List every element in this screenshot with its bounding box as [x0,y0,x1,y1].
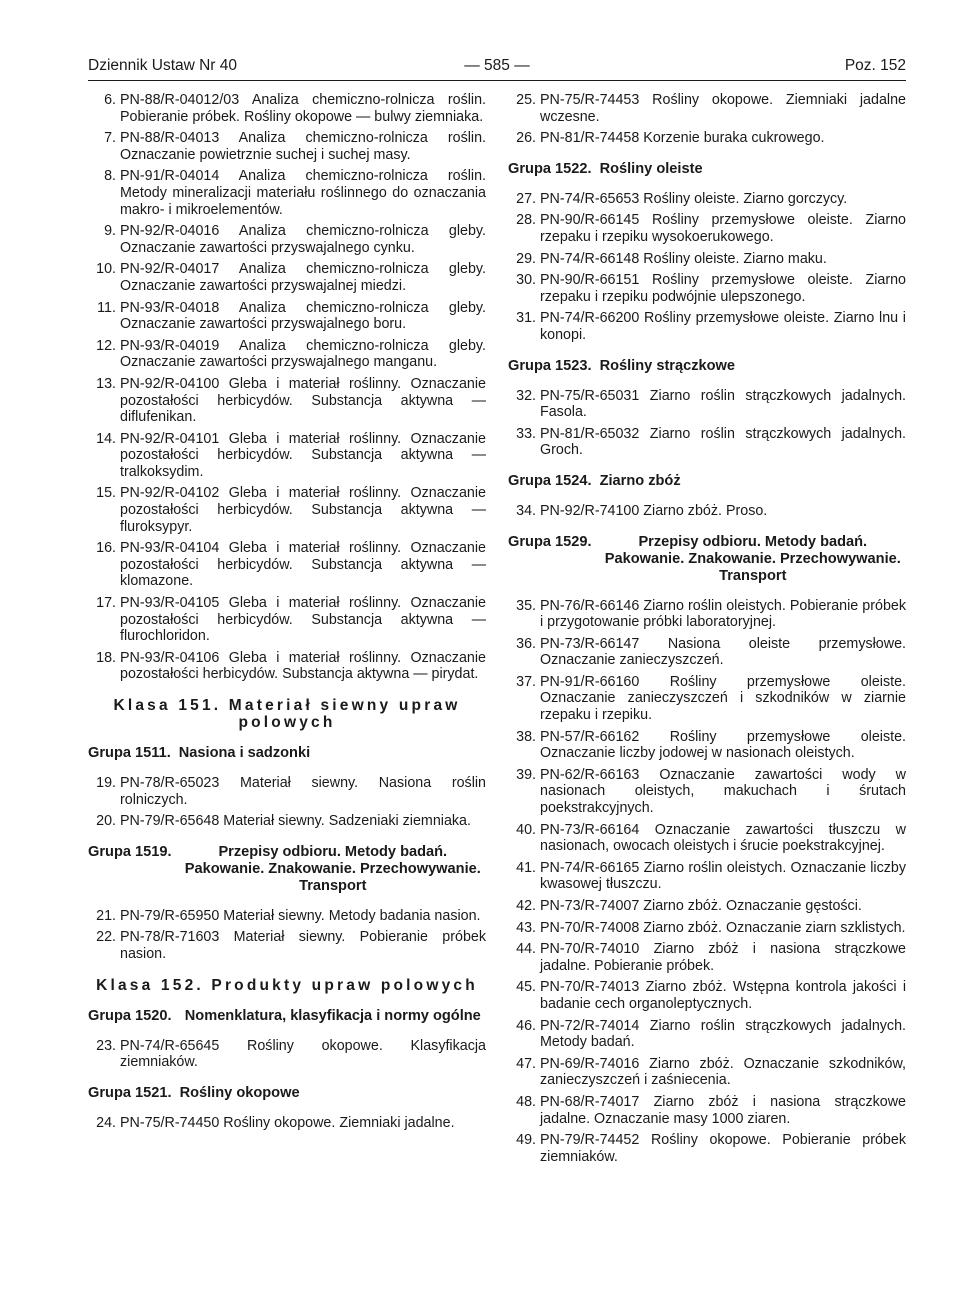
entry-text: PN-74/R-65645 Rośliny okopowe. Klasyfikacja ziemniaków. [120,1037,486,1071]
entry-number: 23. [96,1037,116,1054]
standard-entry [508,388,906,421]
entry-number: 41. [516,859,536,876]
entry-number: 46. [516,1017,536,1034]
entry-number: 22. [96,929,116,946]
class-heading: Klasa 151. Materiał siewny upraw polowych [113,697,461,731]
entry-number: 6. [104,92,116,108]
standard-entry [508,92,906,125]
standard-entry [88,540,486,590]
left-column [88,92,486,1136]
entry-text: PN-72/R-74014 Ziarno roślin strączkowych jadalnych. Metody badań. [540,1017,906,1051]
entry-text: PN-76/R-66146 Ziarno roślin oleistych. Pobieranie próbek i przygotowanie próbki laboratoryjnej. [540,597,906,631]
entry-text: PN-78/R-65023 Materiał siewny. Nasiona roślin rolniczych. [120,775,486,808]
entry-number: 21. [96,907,116,924]
entry-text: PN-81/R-65032 Ziarno roślin strączkowych jadalnych. Groch. [540,425,906,459]
standard-entry [508,191,906,208]
entry-number: 11. [97,299,116,316]
entry-text: PN-92/R-04102 Gleba i materiał roślinny. Oznaczanie pozostałości herbicydów. Substancja aktywna — fluroksypyr. [120,485,486,535]
entry-text: PN-81/R-74458 Korzenie buraka cukrowego. [540,130,825,147]
group-title: Nasiona i sadzonki [178,745,311,761]
standard-entry [88,431,486,481]
entry-number: 15. [96,485,116,502]
group-heading [88,1085,486,1102]
entry-number: 20. [96,813,116,830]
group-label: Grupa 1519. [88,843,172,860]
entry-number: 48. [516,1093,536,1110]
entry-number: 25. [516,92,536,108]
page-header [88,56,906,78]
entry-number: 19. [96,775,116,791]
entry-number: 33. [516,425,536,442]
entry-number: 30. [516,272,536,289]
entry-text: PN-78/R-71603 Materiał siewny. Pobieranie próbek nasion. [120,929,486,962]
group-label: Grupa 1511. [88,745,171,761]
group-title: Ziarno zbóż [599,472,681,489]
entry-number: 47. [516,1055,536,1072]
entry-number: 34. [516,502,536,519]
entry-text: PN-93/R-04019 Analiza chemiczno-rolnicza gleby. Oznaczanie zawartości przyswajalnego manganu. [120,337,486,371]
standard-entry [508,1056,906,1089]
entry-text: PN-90/R-66145 Rośliny przemysłowe oleiste. Ziarno rzepaku i rzepiku wysokoerukowego. [540,212,906,245]
entry-number: 44. [516,941,536,958]
entry-number: 40. [516,821,536,838]
group-title: Przepisy odbioru. Metody badań. Pakowanie. Znakowanie. Przechowywanie. Transport [184,843,481,894]
entry-text: PN-92/R-04101 Gleba i materiał roślinny. Oznaczanie pozostałości herbicydów. Substancja aktywna — tralkoksydim. [120,430,486,480]
entry-text: PN-70/R-74008 Ziarno zbóż. Oznaczanie ziarn szklistych. [540,919,906,936]
entry-text: PN-92/R-74100 Ziarno zbóż. Proso. [540,502,768,519]
group-heading [88,745,486,762]
standard-entry [508,251,906,268]
entry-number: 10. [96,261,116,278]
standard-entry [508,767,906,817]
standard-entry [508,941,906,974]
entry-number: 35. [516,597,536,614]
group-label: Grupa 1520. [88,1007,172,1024]
standard-entry [88,650,486,683]
standard-entry [508,426,906,459]
entry-number: 42. [516,898,536,914]
right-column [508,92,906,1170]
standard-entry [88,775,486,808]
entry-number: 37. [516,673,536,690]
entry-text: PN-93/R-04105 Gleba i materiał roślinny. Oznaczanie pozostałości herbicydów. Substancja aktywna — flurochloridon. [120,595,486,645]
group-label: Grupa 1522. [508,160,592,177]
standard-entry [508,130,906,147]
entry-text: PN-57/R-66162 Rośliny przemysłowe oleiste. Oznaczanie liczby jodowej w nasionach oleistych. [540,728,906,762]
standard-entry [508,1132,906,1165]
standard-entry [508,636,906,669]
entry-text: PN-90/R-66151 Rośliny przemysłowe oleiste. Ziarno rzepaku i rzepiku podwójnie ulepszonego. [540,272,906,305]
entry-text: PN-74/R-66200 Rośliny przemysłowe oleiste. Ziarno lnu i konopi. [540,310,906,343]
group-title: Rośliny oleiste [599,160,703,177]
entry-text: PN-74/R-66165 Ziarno roślin oleistych. Oznaczanie liczby kwasowej tłuszczu. [540,859,906,893]
journal-title: Dziennik Ustaw Nr 40 [88,57,238,74]
standard-entry [88,485,486,535]
standard-entry [508,272,906,305]
header-rule [88,80,906,81]
standard-entry [88,338,486,371]
group-title: Przepisy odbioru. Metody badań. Pakowanie. Znakowanie. Przechowywanie. Transport [604,533,901,584]
standard-entry [508,729,906,762]
entry-text: PN-79/R-74452 Rośliny okopowe. Pobieranie próbek ziemniaków. [540,1132,906,1165]
entry-text: PN-91/R-04014 Analiza chemiczno-rolnicza roślin. Metody mineralizacji materiału roślinnego do oznaczania makro- i mikroelementów. [120,168,486,218]
standard-entry [88,813,486,830]
entry-text: PN-62/R-66163 Oznaczanie zawartości wody w nasionach oleistych, makuchach i śrutach poekstrakcyjnych. [540,766,906,817]
standard-entry [88,261,486,294]
entry-number: 8. [104,168,116,185]
standard-entry [88,1038,486,1071]
entry-number: 31. [516,310,536,327]
entry-text: PN-75/R-74450 Rośliny okopowe. Ziemniaki jadalne. [120,1114,455,1131]
entry-text: PN-92/R-04100 Gleba i materiał roślinny. Oznaczanie pozostałości herbicydów. Substancja aktywna — diflufenikan. [120,375,486,426]
entry-number: 26. [516,130,536,147]
entry-number: 16. [96,540,116,557]
standard-entry [508,212,906,245]
group-title: Nomenklatura, klasyfikacja i normy ogólne [184,1007,481,1024]
group-label: Grupa 1523. [508,357,592,374]
standard-entry [508,1018,906,1051]
entry-number: 29. [516,250,536,267]
entry-text: PN-88/R-04013 Analiza chemiczno-rolnicza roślin. Oznaczanie powietrznie suchej i suchej masy. [120,130,486,163]
entry-number: 28. [516,212,536,229]
standard-entry [88,92,486,125]
group-title: Rośliny strączkowe [599,357,736,374]
entry-number: 49. [516,1132,536,1149]
entry-text: PN-79/R-65950 Materiał siewny. Metody badania nasion. [120,907,481,924]
entry-number: 13. [96,375,116,392]
entry-text: PN-92/R-04016 Analiza chemiczno-rolnicza gleby. Oznaczanie zawartości przyswajalnego cynku. [120,223,486,256]
entry-text: PN-68/R-74017 Ziarno zbóż i nasiona strączkowe jadalne. Oznaczanie masy 1000 ziaren. [540,1093,906,1127]
standard-entry [508,920,906,937]
entry-number: 7. [104,130,116,147]
entry-text: PN-70/R-74013 Ziarno zbóż. Wstępna kontrola jakości i badanie cech organoleptycznych. [540,979,906,1012]
standard-entry [508,860,906,893]
standard-entry [508,674,906,724]
standard-entry [88,595,486,645]
standard-entry [508,1094,906,1127]
entry-text: PN-69/R-74016 Ziarno zbóż. Oznaczanie szkodników, zanieczyszczeń i zaśniecenia. [540,1055,906,1089]
entry-text: PN-73/R-66147 Nasiona oleiste przemysłowe. Oznaczanie zanieczyszczeń. [540,635,906,669]
standard-entry [88,130,486,163]
entry-number: 38. [516,728,536,745]
entry-text: PN-91/R-66160 Rośliny przemysłowe oleiste. Oznaczanie zanieczyszczeń i szkodników w ziarnie rzepaku i rzepiku. [540,673,906,724]
group-heading [508,358,906,375]
entry-text: PN-74/R-65653 Rośliny oleiste. Ziarno gorczycy. [540,190,848,207]
standard-entry [88,223,486,256]
standard-entry [508,979,906,1012]
entry-number: 39. [516,766,536,783]
entry-text: PN-93/R-04104 Gleba i materiał roślinny. Oznaczanie pozostałości herbicydów. Substancja aktywna — klomazone. [120,540,486,590]
standard-entry [508,898,906,915]
entry-text: PN-75/R-65031 Ziarno roślin strączkowych jadalnych. Fasola. [540,387,906,421]
entry-text: PN-75/R-74453 Rośliny okopowe. Ziemniaki jadalne wczesne. [540,92,906,125]
entry-number: 32. [516,387,536,404]
entry-number: 12. [96,337,116,354]
entry-number: 9. [104,223,116,240]
page-number: — 585 — [464,57,530,74]
group-title: Rośliny okopowe [179,1084,300,1101]
entry-number: 27. [516,190,536,207]
standard-entry [508,310,906,343]
standard-entry [88,376,486,426]
entry-number: 24. [96,1114,116,1131]
standard-entry [508,822,906,855]
entry-text: PN-70/R-74010 Ziarno zbóż i nasiona strączkowe jadalne. Pobieranie próbek. [540,941,906,974]
group-heading [508,161,906,178]
group-heading [508,534,906,585]
standard-entry [508,598,906,631]
standard-entry [508,503,906,520]
entry-text: PN-88/R-04012/03 Analiza chemiczno-rolnicza roślin. Pobieranie próbek. Rośliny okopowe — bulwy ziemniaka. [120,92,486,125]
entry-text: PN-73/R-66164 Oznaczanie zawartości tłuszczu w nasionach, owocach oleistych i śrucie poekstrakcyjnej. [540,821,906,855]
entry-text: PN-73/R-74007 Ziarno zbóż. Oznaczanie gęstości. [540,898,862,914]
standard-entry [88,908,486,925]
entry-number: 17. [96,595,116,612]
entry-number: 45. [516,979,536,996]
standard-entry [88,300,486,333]
group-heading [88,844,486,895]
group-label: Grupa 1521. [88,1084,172,1101]
group-heading [88,1008,486,1025]
group-label: Grupa 1529. [508,533,592,550]
entry-number: 14. [96,430,116,447]
entry-text: PN-93/R-04106 Gleba i materiał roślinny. Oznaczanie pozostałości herbicydów. Substancja aktywna — pirydat. [120,649,486,683]
class-heading: Klasa 152. Produkty upraw polowych [96,976,478,994]
group-label: Grupa 1524. [508,472,592,489]
entry-text: PN-74/R-66148 Rośliny oleiste. Ziarno maku. [540,250,827,267]
entry-number: 18. [96,649,116,666]
standard-entry [88,168,486,218]
position-number: Poz. 152 [844,57,906,74]
standard-entry [88,929,486,962]
entry-text: PN-79/R-65648 Materiał siewny. Sadzeniaki ziemniaka. [120,813,471,830]
entry-number: 43. [516,919,536,936]
entry-text: PN-93/R-04018 Analiza chemiczno-rolnicza gleby. Oznaczanie zawartości przyswajalnego boru. [120,299,486,333]
entry-number: 36. [516,635,536,652]
group-heading [508,473,906,490]
entry-text: PN-92/R-04017 Analiza chemiczno-rolnicza gleby. Oznaczanie zawartości przyswajalnej miedzi. [120,261,486,294]
standard-entry [88,1115,486,1132]
